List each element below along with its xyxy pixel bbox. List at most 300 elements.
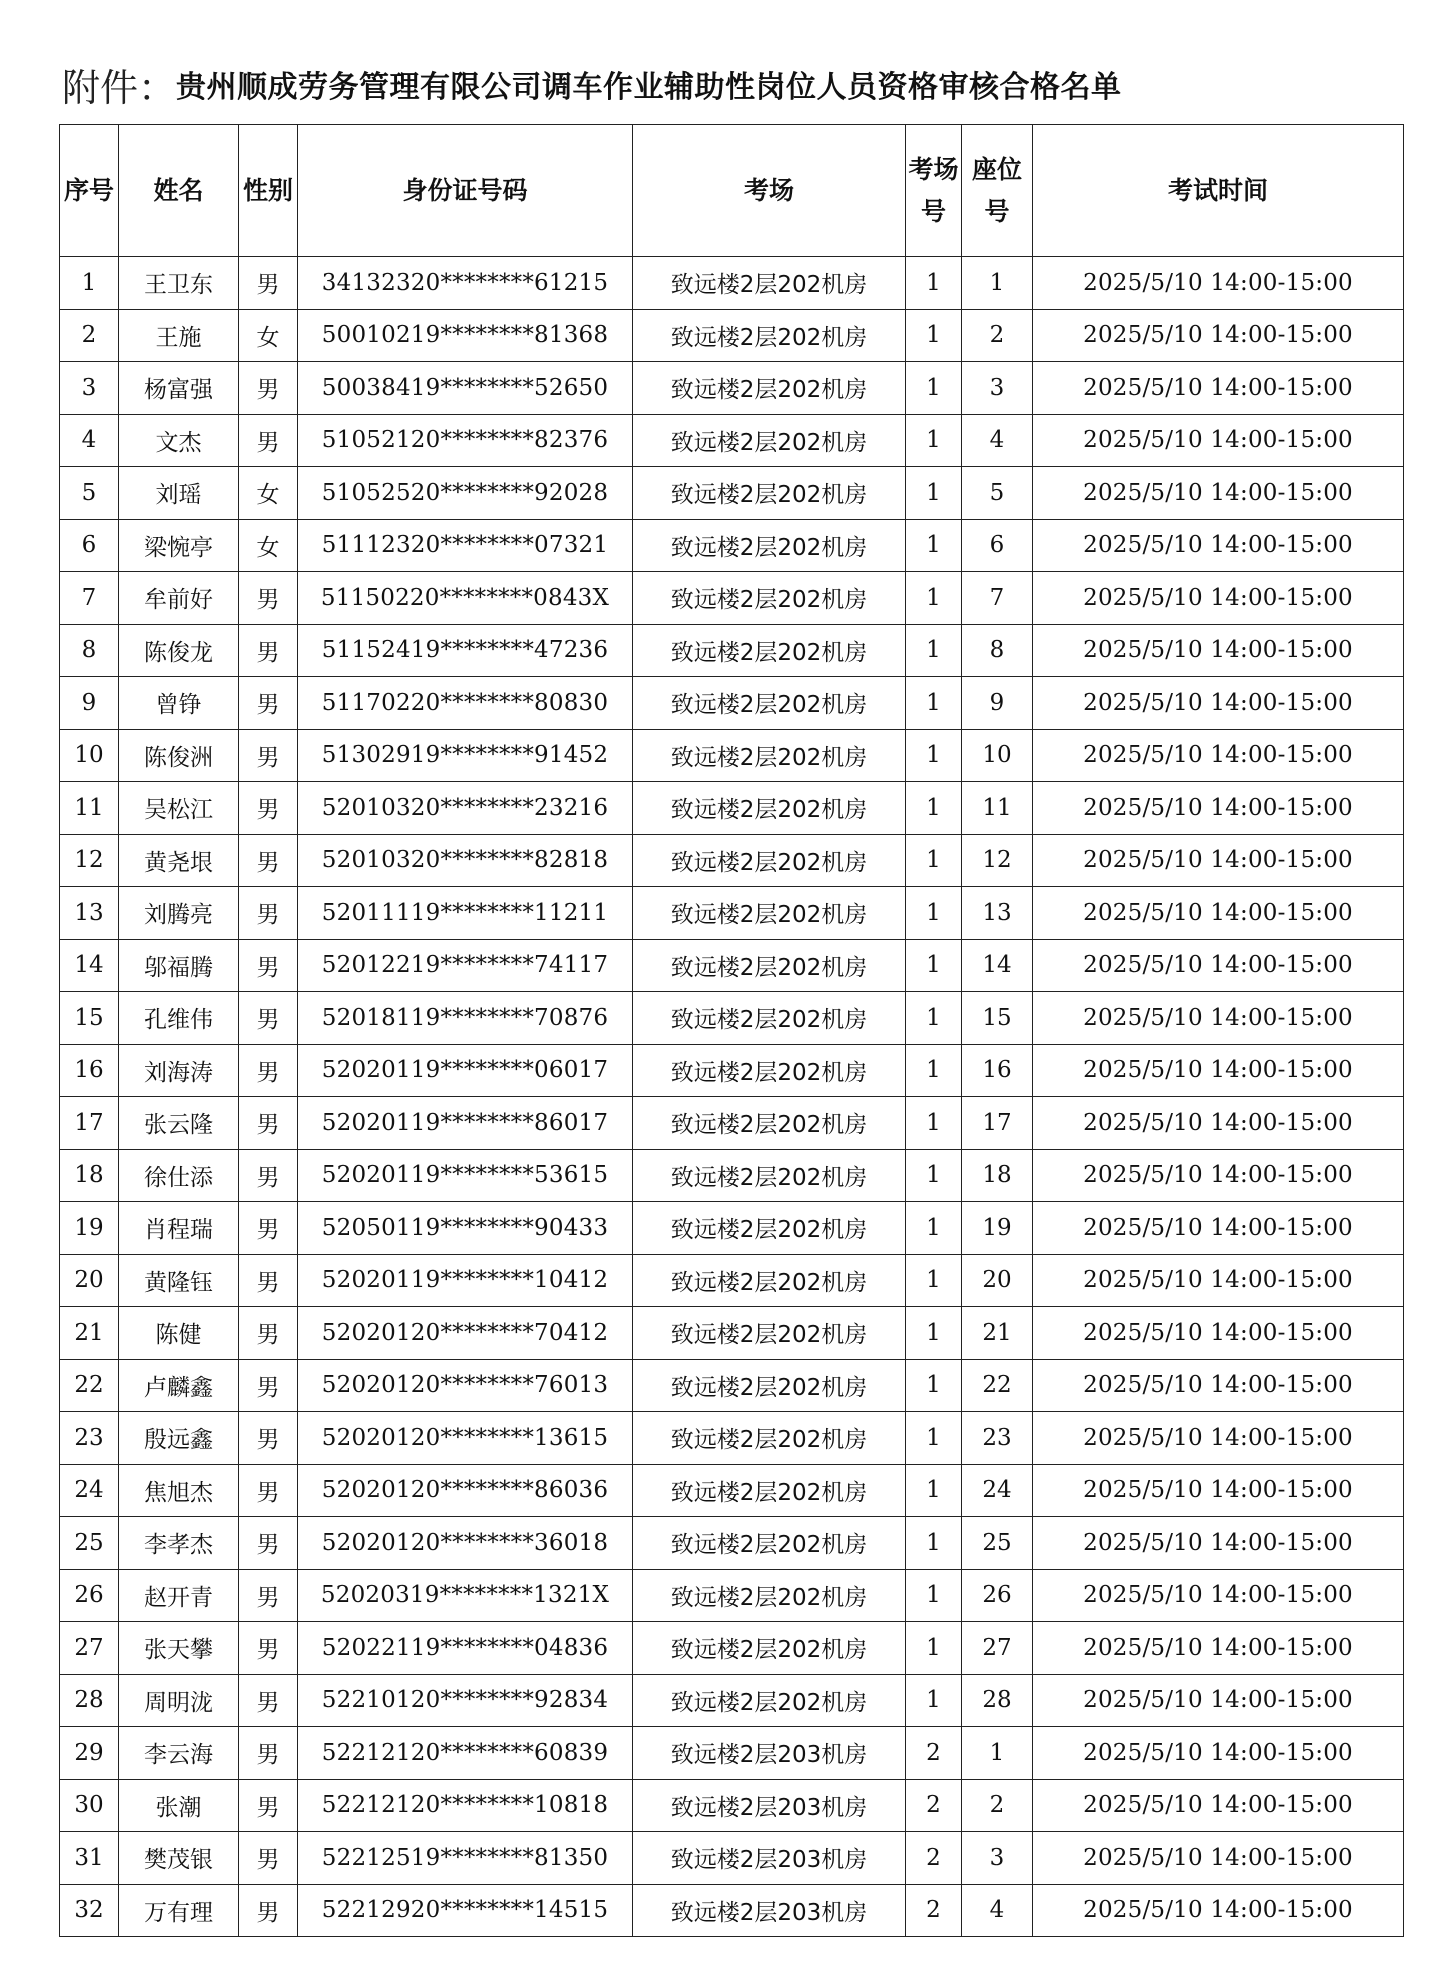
cell-exam-room: 致远楼2层202机房 [633, 1569, 906, 1622]
cell-id-number: 52020120********36018 [298, 1517, 633, 1570]
table-row [60, 362, 1404, 415]
header-gender: 性别 [239, 125, 298, 257]
cell-name: 殷远鑫 [119, 1412, 239, 1465]
cell-exam-room: 致远楼2层202机房 [633, 887, 906, 940]
cell-name: 万有理 [119, 1884, 239, 1937]
cell-seq: 1 [60, 257, 119, 310]
cell-exam-time: 2025/5/10 14:00-15:00 [1033, 257, 1404, 310]
cell-room-no: 1 [906, 1254, 962, 1307]
table-row [60, 1359, 1404, 1412]
table-row [60, 1202, 1404, 1255]
cell-exam-room: 致远楼2层203机房 [633, 1779, 906, 1832]
cell-exam-time: 2025/5/10 14:00-15:00 [1033, 467, 1404, 520]
cell-seq: 10 [60, 729, 119, 782]
cell-id-number: 52010320********82818 [298, 834, 633, 887]
cell-id-number: 50038419********52650 [298, 362, 633, 415]
table-row [60, 1097, 1404, 1150]
table-row [60, 1884, 1404, 1937]
header-exam-time: 考试时间 [1033, 125, 1404, 257]
cell-seq: 20 [60, 1254, 119, 1307]
cell-exam-room: 致远楼2层202机房 [633, 519, 906, 572]
cell-exam-room: 致远楼2层202机房 [633, 1359, 906, 1412]
cell-seq: 16 [60, 1044, 119, 1097]
cell-gender: 男 [239, 1044, 298, 1097]
cell-id-number: 52212519********81350 [298, 1832, 633, 1885]
table-row [60, 414, 1404, 467]
cell-seq: 6 [60, 519, 119, 572]
cell-seq: 14 [60, 939, 119, 992]
cell-id-number: 51052120********82376 [298, 414, 633, 467]
cell-name: 曾铮 [119, 677, 239, 730]
cell-gender: 男 [239, 414, 298, 467]
cell-exam-time: 2025/5/10 14:00-15:00 [1033, 677, 1404, 730]
cell-id-number: 52018119********70876 [298, 992, 633, 1045]
cell-gender: 男 [239, 1517, 298, 1570]
cell-seq: 19 [60, 1202, 119, 1255]
cell-seq: 5 [60, 467, 119, 520]
cell-seq: 29 [60, 1727, 119, 1780]
table-row [60, 1832, 1404, 1885]
cell-id-number: 51302919********91452 [298, 729, 633, 782]
header-name: 姓名 [119, 125, 239, 257]
table-row [60, 1674, 1404, 1727]
cell-exam-room: 致远楼2层202机房 [633, 992, 906, 1045]
cell-exam-time: 2025/5/10 14:00-15:00 [1033, 887, 1404, 940]
cell-seat-no: 28 [962, 1674, 1033, 1727]
table-row [60, 1254, 1404, 1307]
cell-exam-time: 2025/5/10 14:00-15:00 [1033, 1884, 1404, 1937]
cell-id-number: 51052520********92028 [298, 467, 633, 520]
cell-seq: 30 [60, 1779, 119, 1832]
cell-name: 赵开青 [119, 1569, 239, 1622]
cell-seq: 27 [60, 1622, 119, 1675]
cell-exam-room: 致远楼2层202机房 [633, 1097, 906, 1150]
cell-gender: 女 [239, 519, 298, 572]
header-exam-room-no: 考场号 [906, 125, 962, 257]
cell-seq: 8 [60, 624, 119, 677]
cell-seq: 25 [60, 1517, 119, 1570]
cell-exam-room: 致远楼2层202机房 [633, 1254, 906, 1307]
cell-name: 李云海 [119, 1727, 239, 1780]
cell-exam-room: 致远楼2层202机房 [633, 1202, 906, 1255]
table-row [60, 1149, 1404, 1202]
cell-seq: 3 [60, 362, 119, 415]
cell-room-no: 1 [906, 677, 962, 730]
cell-name: 孔维伟 [119, 992, 239, 1045]
cell-name: 卢麟鑫 [119, 1359, 239, 1412]
cell-gender: 男 [239, 1727, 298, 1780]
cell-seq: 28 [60, 1674, 119, 1727]
cell-exam-room: 致远楼2层202机房 [633, 1044, 906, 1097]
cell-seq: 17 [60, 1097, 119, 1150]
table-row [60, 834, 1404, 887]
title-prefix: 附件： [62, 65, 177, 110]
cell-id-number: 51112320********07321 [298, 519, 633, 572]
cell-exam-time: 2025/5/10 14:00-15:00 [1033, 414, 1404, 467]
table-row [60, 939, 1404, 992]
table-row [60, 1779, 1404, 1832]
cell-exam-time: 2025/5/10 14:00-15:00 [1033, 1412, 1404, 1465]
cell-id-number: 52020120********13615 [298, 1412, 633, 1465]
cell-exam-room: 致远楼2层202机房 [633, 414, 906, 467]
cell-room-no: 1 [906, 1622, 962, 1675]
cell-exam-time: 2025/5/10 14:00-15:00 [1033, 309, 1404, 362]
cell-exam-time: 2025/5/10 14:00-15:00 [1033, 782, 1404, 835]
cell-seq: 21 [60, 1307, 119, 1360]
cell-exam-room: 致远楼2层202机房 [633, 1674, 906, 1727]
cell-name: 黄尧垠 [119, 834, 239, 887]
cell-room-no: 1 [906, 362, 962, 415]
cell-id-number: 52012219********74117 [298, 939, 633, 992]
cell-seat-no: 25 [962, 1517, 1033, 1570]
cell-exam-time: 2025/5/10 14:00-15:00 [1033, 1622, 1404, 1675]
cell-name: 刘瑶 [119, 467, 239, 520]
cell-seat-no: 6 [962, 519, 1033, 572]
cell-name: 张云隆 [119, 1097, 239, 1150]
cell-gender: 男 [239, 1307, 298, 1360]
cell-seq: 4 [60, 414, 119, 467]
cell-seq: 32 [60, 1884, 119, 1937]
cell-gender: 男 [239, 1464, 298, 1517]
cell-seat-no: 22 [962, 1359, 1033, 1412]
cell-room-no: 1 [906, 992, 962, 1045]
cell-exam-time: 2025/5/10 14:00-15:00 [1033, 1149, 1404, 1202]
cell-exam-time: 2025/5/10 14:00-15:00 [1033, 1202, 1404, 1255]
roster-table [59, 124, 1404, 1937]
cell-seat-no: 4 [962, 414, 1033, 467]
cell-id-number: 51152419********47236 [298, 624, 633, 677]
cell-exam-room: 致远楼2层202机房 [633, 677, 906, 730]
cell-name: 张天攀 [119, 1622, 239, 1675]
cell-seat-no: 20 [962, 1254, 1033, 1307]
cell-seq: 23 [60, 1412, 119, 1465]
cell-room-no: 1 [906, 624, 962, 677]
cell-room-no: 2 [906, 1832, 962, 1885]
cell-room-no: 1 [906, 519, 962, 572]
cell-exam-room: 致远楼2层202机房 [633, 1307, 906, 1360]
cell-name: 刘腾亮 [119, 887, 239, 940]
cell-room-no: 1 [906, 1149, 962, 1202]
cell-exam-time: 2025/5/10 14:00-15:00 [1033, 1464, 1404, 1517]
cell-id-number: 52020120********76013 [298, 1359, 633, 1412]
cell-exam-room: 致远楼2层202机房 [633, 782, 906, 835]
cell-exam-room: 致远楼2层202机房 [633, 362, 906, 415]
cell-name: 李孝杰 [119, 1517, 239, 1570]
page-title [62, 56, 1122, 112]
cell-name: 陈健 [119, 1307, 239, 1360]
cell-exam-time: 2025/5/10 14:00-15:00 [1033, 1097, 1404, 1150]
cell-seat-no: 3 [962, 1832, 1033, 1885]
cell-name: 陈俊洲 [119, 729, 239, 782]
cell-seq: 22 [60, 1359, 119, 1412]
cell-exam-room: 致远楼2层202机房 [633, 572, 906, 625]
cell-id-number: 52212120********10818 [298, 1779, 633, 1832]
cell-room-no: 1 [906, 1464, 962, 1517]
cell-room-no: 1 [906, 467, 962, 520]
cell-seat-no: 7 [962, 572, 1033, 625]
cell-room-no: 1 [906, 1202, 962, 1255]
cell-exam-time: 2025/5/10 14:00-15:00 [1033, 624, 1404, 677]
cell-exam-room: 致远楼2层203机房 [633, 1832, 906, 1885]
cell-seq: 9 [60, 677, 119, 730]
cell-seat-no: 18 [962, 1149, 1033, 1202]
cell-seat-no: 23 [962, 1412, 1033, 1465]
cell-exam-time: 2025/5/10 14:00-15:00 [1033, 1832, 1404, 1885]
cell-id-number: 50010219********81368 [298, 309, 633, 362]
cell-id-number: 52020119********53615 [298, 1149, 633, 1202]
cell-seat-no: 24 [962, 1464, 1033, 1517]
title-main: 贵州顺成劳务管理有限公司调车作业辅助性岗位人员资格审核合格名单 [176, 70, 1122, 105]
cell-seat-no: 26 [962, 1569, 1033, 1622]
cell-seat-no: 8 [962, 624, 1033, 677]
table-row [60, 992, 1404, 1045]
cell-seat-no: 16 [962, 1044, 1033, 1097]
cell-name: 文杰 [119, 414, 239, 467]
cell-seat-no: 10 [962, 729, 1033, 782]
cell-seat-no: 4 [962, 1884, 1033, 1937]
cell-name: 牟前好 [119, 572, 239, 625]
cell-id-number: 34132320********61215 [298, 257, 633, 310]
table-row [60, 1622, 1404, 1675]
table-row [60, 1412, 1404, 1465]
cell-gender: 男 [239, 1254, 298, 1307]
cell-gender: 男 [239, 624, 298, 677]
cell-exam-time: 2025/5/10 14:00-15:00 [1033, 834, 1404, 887]
header-seat-no: 座位号 [962, 125, 1033, 257]
cell-gender: 男 [239, 887, 298, 940]
cell-exam-room: 致远楼2层202机房 [633, 1149, 906, 1202]
cell-id-number: 52010320********23216 [298, 782, 633, 835]
cell-seat-no: 12 [962, 834, 1033, 887]
cell-id-number: 52020119********10412 [298, 1254, 633, 1307]
cell-id-number: 52020120********86036 [298, 1464, 633, 1517]
cell-exam-time: 2025/5/10 14:00-15:00 [1033, 729, 1404, 782]
cell-gender: 男 [239, 572, 298, 625]
cell-room-no: 1 [906, 309, 962, 362]
cell-seq: 18 [60, 1149, 119, 1202]
cell-id-number: 51170220********80830 [298, 677, 633, 730]
table-row [60, 257, 1404, 310]
cell-name: 樊茂银 [119, 1832, 239, 1885]
cell-exam-time: 2025/5/10 14:00-15:00 [1033, 1517, 1404, 1570]
cell-exam-room: 致远楼2层202机房 [633, 1464, 906, 1517]
cell-name: 王施 [119, 309, 239, 362]
table-row [60, 677, 1404, 730]
cell-room-no: 2 [906, 1884, 962, 1937]
table-row [60, 519, 1404, 572]
cell-exam-time: 2025/5/10 14:00-15:00 [1033, 519, 1404, 572]
cell-gender: 男 [239, 1622, 298, 1675]
cell-seq: 31 [60, 1832, 119, 1885]
cell-gender: 男 [239, 834, 298, 887]
cell-room-no: 1 [906, 572, 962, 625]
cell-gender: 男 [239, 1202, 298, 1255]
cell-name: 王卫东 [119, 257, 239, 310]
cell-id-number: 52020120********70412 [298, 1307, 633, 1360]
cell-exam-room: 致远楼2层202机房 [633, 1517, 906, 1570]
cell-name: 周明泷 [119, 1674, 239, 1727]
table-row [60, 1307, 1404, 1360]
cell-room-no: 1 [906, 939, 962, 992]
cell-gender: 男 [239, 782, 298, 835]
cell-name: 邬福腾 [119, 939, 239, 992]
cell-seq: 15 [60, 992, 119, 1045]
cell-exam-time: 2025/5/10 14:00-15:00 [1033, 1569, 1404, 1622]
cell-exam-room: 致远楼2层203机房 [633, 1884, 906, 1937]
cell-gender: 男 [239, 1779, 298, 1832]
table-row [60, 624, 1404, 677]
cell-seat-no: 15 [962, 992, 1033, 1045]
cell-exam-room: 致远楼2层202机房 [633, 309, 906, 362]
table-row [60, 467, 1404, 520]
cell-id-number: 52022119********04836 [298, 1622, 633, 1675]
cell-exam-time: 2025/5/10 14:00-15:00 [1033, 362, 1404, 415]
cell-room-no: 2 [906, 1779, 962, 1832]
cell-exam-room: 致远楼2层202机房 [633, 467, 906, 520]
cell-id-number: 52020119********06017 [298, 1044, 633, 1097]
cell-name: 肖程瑞 [119, 1202, 239, 1255]
cell-gender: 男 [239, 939, 298, 992]
cell-exam-room: 致远楼2层202机房 [633, 1412, 906, 1465]
table-row [60, 1044, 1404, 1097]
cell-gender: 男 [239, 1097, 298, 1150]
cell-exam-time: 2025/5/10 14:00-15:00 [1033, 1674, 1404, 1727]
cell-room-no: 1 [906, 1097, 962, 1150]
cell-exam-time: 2025/5/10 14:00-15:00 [1033, 572, 1404, 625]
cell-exam-room: 致远楼2层203机房 [633, 1727, 906, 1780]
cell-seat-no: 2 [962, 309, 1033, 362]
cell-seat-no: 5 [962, 467, 1033, 520]
cell-seq: 24 [60, 1464, 119, 1517]
cell-gender: 男 [239, 1569, 298, 1622]
cell-room-no: 1 [906, 257, 962, 310]
cell-seat-no: 3 [962, 362, 1033, 415]
cell-gender: 男 [239, 1674, 298, 1727]
cell-id-number: 51150220********0843X [298, 572, 633, 625]
cell-gender: 男 [239, 677, 298, 730]
cell-name: 焦旭杰 [119, 1464, 239, 1517]
cell-name: 徐仕添 [119, 1149, 239, 1202]
cell-name: 黄隆钰 [119, 1254, 239, 1307]
cell-gender: 男 [239, 1832, 298, 1885]
table-row [60, 729, 1404, 782]
cell-room-no: 1 [906, 782, 962, 835]
cell-id-number: 52212120********60839 [298, 1727, 633, 1780]
table-row [60, 782, 1404, 835]
cell-id-number: 52011119********11211 [298, 887, 633, 940]
cell-room-no: 1 [906, 1307, 962, 1360]
cell-seat-no: 14 [962, 939, 1033, 992]
cell-seq: 12 [60, 834, 119, 887]
cell-seat-no: 17 [962, 1097, 1033, 1150]
cell-seat-no: 1 [962, 257, 1033, 310]
cell-id-number: 52212920********14515 [298, 1884, 633, 1937]
cell-seat-no: 19 [962, 1202, 1033, 1255]
table-row [60, 1464, 1404, 1517]
cell-name: 陈俊龙 [119, 624, 239, 677]
cell-exam-time: 2025/5/10 14:00-15:00 [1033, 992, 1404, 1045]
table-header-row [60, 125, 1404, 257]
cell-exam-time: 2025/5/10 14:00-15:00 [1033, 1044, 1404, 1097]
table-row [60, 309, 1404, 362]
cell-gender: 男 [239, 1149, 298, 1202]
cell-name: 梁惋亭 [119, 519, 239, 572]
cell-exam-time: 2025/5/10 14:00-15:00 [1033, 1307, 1404, 1360]
table-body [60, 257, 1404, 1937]
cell-room-no: 1 [906, 1412, 962, 1465]
header-id-number: 身份证号码 [298, 125, 633, 257]
cell-exam-room: 致远楼2层202机房 [633, 729, 906, 782]
cell-seat-no: 27 [962, 1622, 1033, 1675]
table-row [60, 1727, 1404, 1780]
cell-gender: 男 [239, 992, 298, 1045]
cell-exam-time: 2025/5/10 14:00-15:00 [1033, 1359, 1404, 1412]
table-row [60, 572, 1404, 625]
cell-gender: 女 [239, 467, 298, 520]
cell-room-no: 1 [906, 1517, 962, 1570]
cell-exam-room: 致远楼2层202机房 [633, 939, 906, 992]
cell-gender: 男 [239, 1884, 298, 1937]
cell-id-number: 52210120********92834 [298, 1674, 633, 1727]
header-seq: 序号 [60, 125, 119, 257]
cell-seat-no: 21 [962, 1307, 1033, 1360]
cell-room-no: 1 [906, 1569, 962, 1622]
cell-seat-no: 2 [962, 1779, 1033, 1832]
cell-exam-room: 致远楼2层202机房 [633, 624, 906, 677]
cell-room-no: 1 [906, 887, 962, 940]
cell-exam-room: 致远楼2层202机房 [633, 834, 906, 887]
cell-seq: 11 [60, 782, 119, 835]
cell-gender: 男 [239, 362, 298, 415]
cell-seq: 26 [60, 1569, 119, 1622]
cell-id-number: 52020319********1321X [298, 1569, 633, 1622]
cell-seq: 7 [60, 572, 119, 625]
cell-name: 刘海涛 [119, 1044, 239, 1097]
cell-room-no: 1 [906, 834, 962, 887]
cell-seq: 13 [60, 887, 119, 940]
cell-id-number: 52020119********86017 [298, 1097, 633, 1150]
cell-exam-time: 2025/5/10 14:00-15:00 [1033, 1727, 1404, 1780]
header-exam-room: 考场 [633, 125, 906, 257]
cell-gender: 男 [239, 729, 298, 782]
cell-seq: 2 [60, 309, 119, 362]
cell-gender: 女 [239, 309, 298, 362]
cell-room-no: 1 [906, 414, 962, 467]
cell-room-no: 1 [906, 1674, 962, 1727]
cell-name: 杨富强 [119, 362, 239, 415]
cell-room-no: 1 [906, 1359, 962, 1412]
cell-gender: 男 [239, 257, 298, 310]
cell-seat-no: 11 [962, 782, 1033, 835]
cell-room-no: 1 [906, 729, 962, 782]
cell-exam-room: 致远楼2层202机房 [633, 1622, 906, 1675]
table-row [60, 887, 1404, 940]
cell-room-no: 1 [906, 1044, 962, 1097]
cell-exam-time: 2025/5/10 14:00-15:00 [1033, 1779, 1404, 1832]
cell-exam-time: 2025/5/10 14:00-15:00 [1033, 939, 1404, 992]
table-row [60, 1569, 1404, 1622]
cell-seat-no: 9 [962, 677, 1033, 730]
cell-seat-no: 1 [962, 1727, 1033, 1780]
cell-exam-room: 致远楼2层202机房 [633, 257, 906, 310]
cell-gender: 男 [239, 1412, 298, 1465]
cell-room-no: 2 [906, 1727, 962, 1780]
cell-gender: 男 [239, 1359, 298, 1412]
cell-exam-time: 2025/5/10 14:00-15:00 [1033, 1254, 1404, 1307]
cell-name: 张潮 [119, 1779, 239, 1832]
cell-id-number: 52050119********90433 [298, 1202, 633, 1255]
cell-name: 吴松江 [119, 782, 239, 835]
